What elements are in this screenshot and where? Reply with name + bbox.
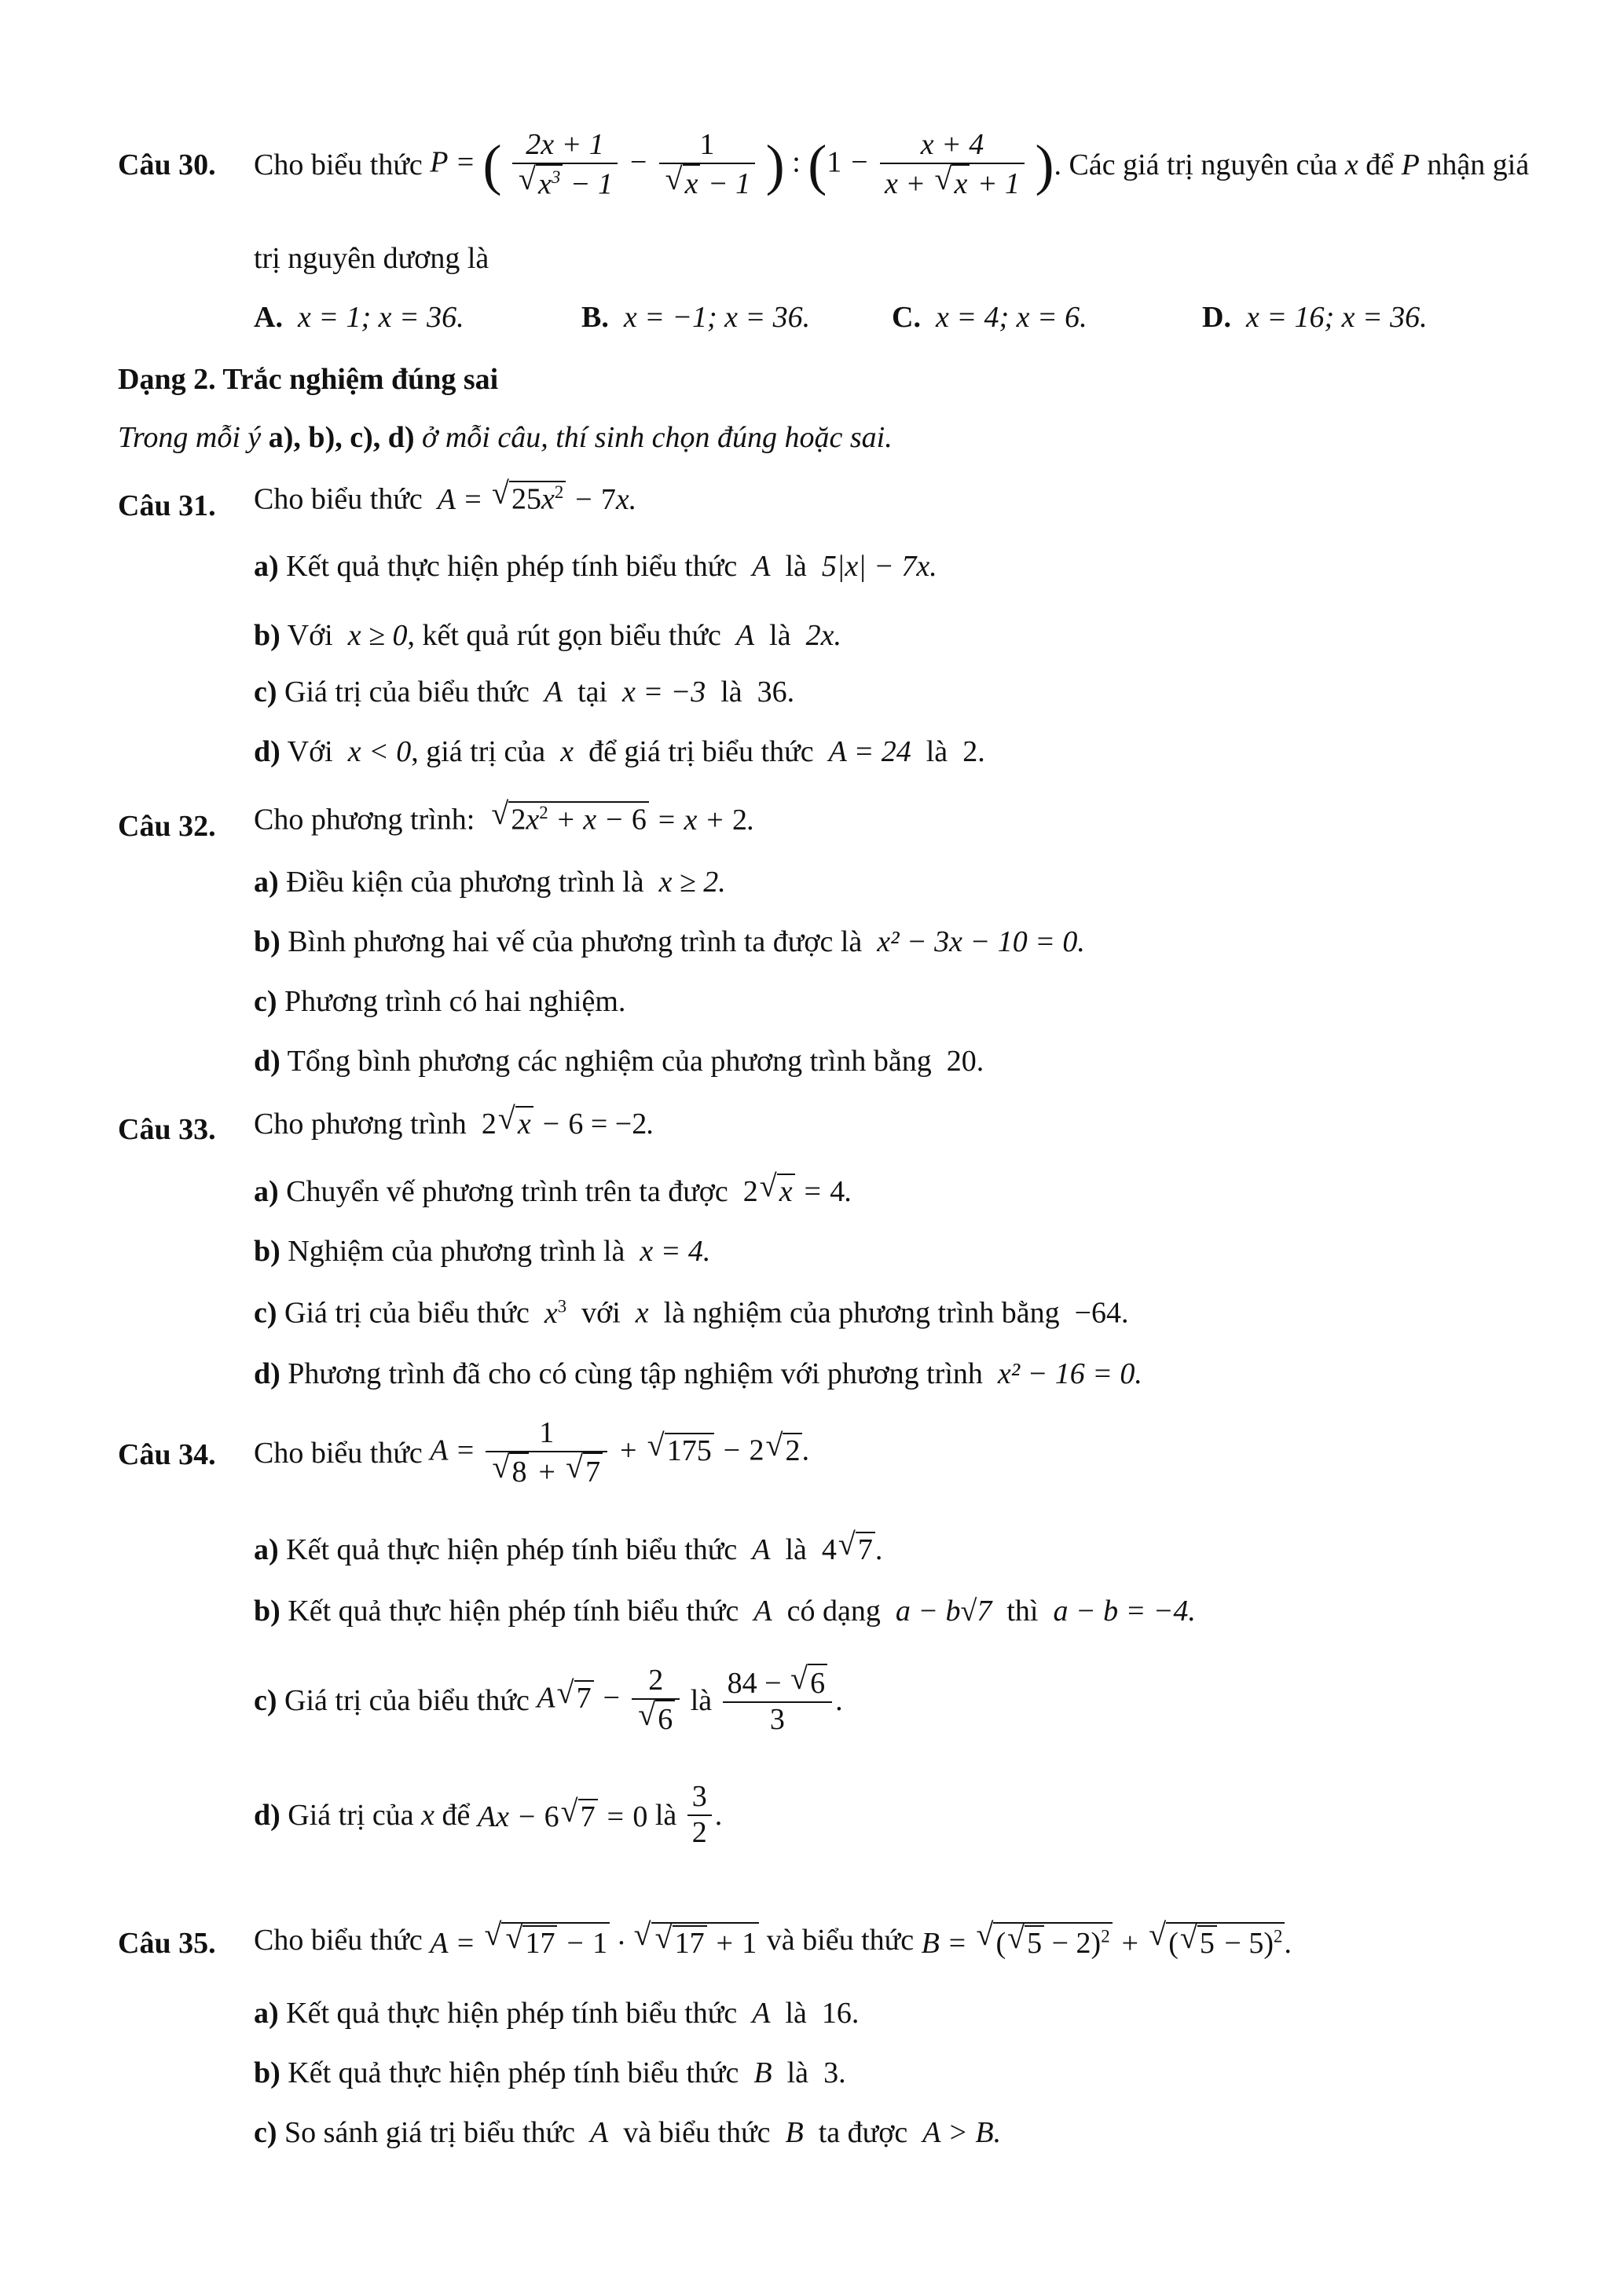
question-30-stem bbox=[254, 118, 1529, 212]
q30-tail: . Các giá trị nguyên của bbox=[1054, 148, 1338, 181]
q34-item-a[interactable]: a) Kết quả thực hiện phép tính biểu thức A là 4√ 7. bbox=[254, 1532, 882, 1565]
q30-formula: P = ( 2x + 1 √ $x^3 - 1$ − 1 √ x − 1 ) : (1 − $\frac{x + 4}{x + √ x + 1}$ ) bbox=[430, 128, 1054, 202]
q34-item-b[interactable]: b) Kết quả thực hiện phép tính biểu thức A có dạng a − b√7 thì a − b = −4. bbox=[254, 1595, 1196, 1628]
q30-var-p: P bbox=[1401, 148, 1420, 181]
section-2-heading: Dạng 2. Trắc nghiệm đúng sai bbox=[118, 363, 499, 396]
q35-item-a[interactable]: a) Kết quả thực hiện phép tính biểu thức A là 16. bbox=[254, 1997, 860, 2030]
q30-tail3: nhận giá bbox=[1427, 148, 1530, 181]
q33-item-a[interactable]: a) Chuyển vế phương trình trên ta được 2√ x = 4. bbox=[254, 1174, 852, 1207]
question-32-stem: Cho phương trình: √ $2x^2 + x - 6 = x + 2$. bbox=[254, 801, 754, 835]
q33-item-c[interactable]: c) Giá trị của biểu thức $x^3$ với x là nghiệm của phương trình bằng −64. bbox=[254, 1296, 1129, 1330]
q32-item-c[interactable]: c) Phương trình có hai nghiệm. bbox=[254, 985, 626, 1018]
question-35-stem: Cho biểu thức A = √ √ 17 − 1 · √ √ 17 + 1 và biểu thức B = √ (√ 5 − 2)$^2$ + √ (√ 5 − 5)$^2$. bbox=[254, 1909, 1292, 1972]
q30-option-b[interactable]: B. x = −1; x = 36. bbox=[581, 301, 811, 334]
q31-item-d[interactable]: d) Với x < 0, giá trị của x để giá trị biểu thức A = 24 là 2. bbox=[254, 735, 985, 768]
q30-option-d[interactable]: D. x = 16; x = 36. bbox=[1202, 301, 1428, 334]
question-33-stem: Cho phương trình 2√ x − 6 = −2. bbox=[254, 1106, 654, 1139]
q35-item-c[interactable]: c) So sánh giá trị biểu thức A và biểu thức B ta được A > B. bbox=[254, 2116, 1002, 2149]
q30-intro: Cho biểu thức bbox=[254, 148, 423, 181]
question-34-label: Câu 34. bbox=[118, 1438, 216, 1471]
q30-var-x: x bbox=[1344, 148, 1358, 181]
q32-item-a[interactable]: a) Điều kiện của phương trình là x ≥ 2. bbox=[254, 866, 726, 899]
q32-item-d[interactable]: d) Tổng bình phương các nghiệm của phương trình bằng 20. bbox=[254, 1045, 984, 1078]
q32-item-b[interactable]: b) Bình phương hai vế của phương trình ta được là x² − 3x − 10 = 0. bbox=[254, 925, 1085, 958]
q31-item-b[interactable]: b) Với x ≥ 0, kết quả rút gọn biểu thức A là 2x. bbox=[254, 619, 841, 652]
q30-line2: trị nguyên dương là bbox=[254, 242, 489, 275]
q31-item-a[interactable]: a) Kết quả thực hiện phép tính biểu thức A là 5|x| − 7x. bbox=[254, 550, 937, 583]
question-31-stem: Cho biểu thức A = √ $25x^2 - 7x$. bbox=[254, 481, 636, 514]
section-2-instructions: Trong mỗi ý a), b), c), d) ở mỗi câu, thí sinh chọn đúng hoặc sai. bbox=[118, 421, 893, 454]
q30-option-a[interactable]: A. x = 1; x = 36. bbox=[254, 301, 464, 334]
question-32-label: Câu 32. bbox=[118, 810, 216, 843]
q30-tail2: để bbox=[1366, 148, 1395, 181]
q33-item-d[interactable]: d) Phương trình đã cho có cùng tập nghiệm với phương trình x² − 16 = 0. bbox=[254, 1357, 1142, 1390]
q35-item-b[interactable]: b) Kết quả thực hiện phép tính biểu thức B là 3. bbox=[254, 2056, 846, 2089]
q30-option-c[interactable]: C. x = 4; x = 6. bbox=[892, 301, 1087, 334]
question-34-stem: Cho biểu thức A = 1 √ 8 + √ 7 + √ 175 − 2√ 2. bbox=[254, 1406, 810, 1500]
question-31-label: Câu 31. bbox=[118, 489, 216, 522]
question-35-label: Câu 35. bbox=[118, 1927, 216, 1960]
q31-item-c[interactable]: c) Giá trị của biểu thức A tại x = −3 là 36. bbox=[254, 676, 795, 709]
question-30-label: Câu 30. bbox=[118, 148, 216, 181]
q34-item-c[interactable]: c) Giá trị của biểu thức A√ 7 − 2 √ 6 là $\frac{84 - √ 6}{3}$ . bbox=[254, 1657, 843, 1744]
question-33-label: Câu 33. bbox=[118, 1113, 216, 1146]
q34-item-d[interactable]: d) Giá trị của x để Ax − 6√ 7 = 0 là $\frac{3}{2}$ . bbox=[254, 1772, 722, 1858]
q33-item-b[interactable]: b) Nghiệm của phương trình là x = 4. bbox=[254, 1235, 711, 1268]
